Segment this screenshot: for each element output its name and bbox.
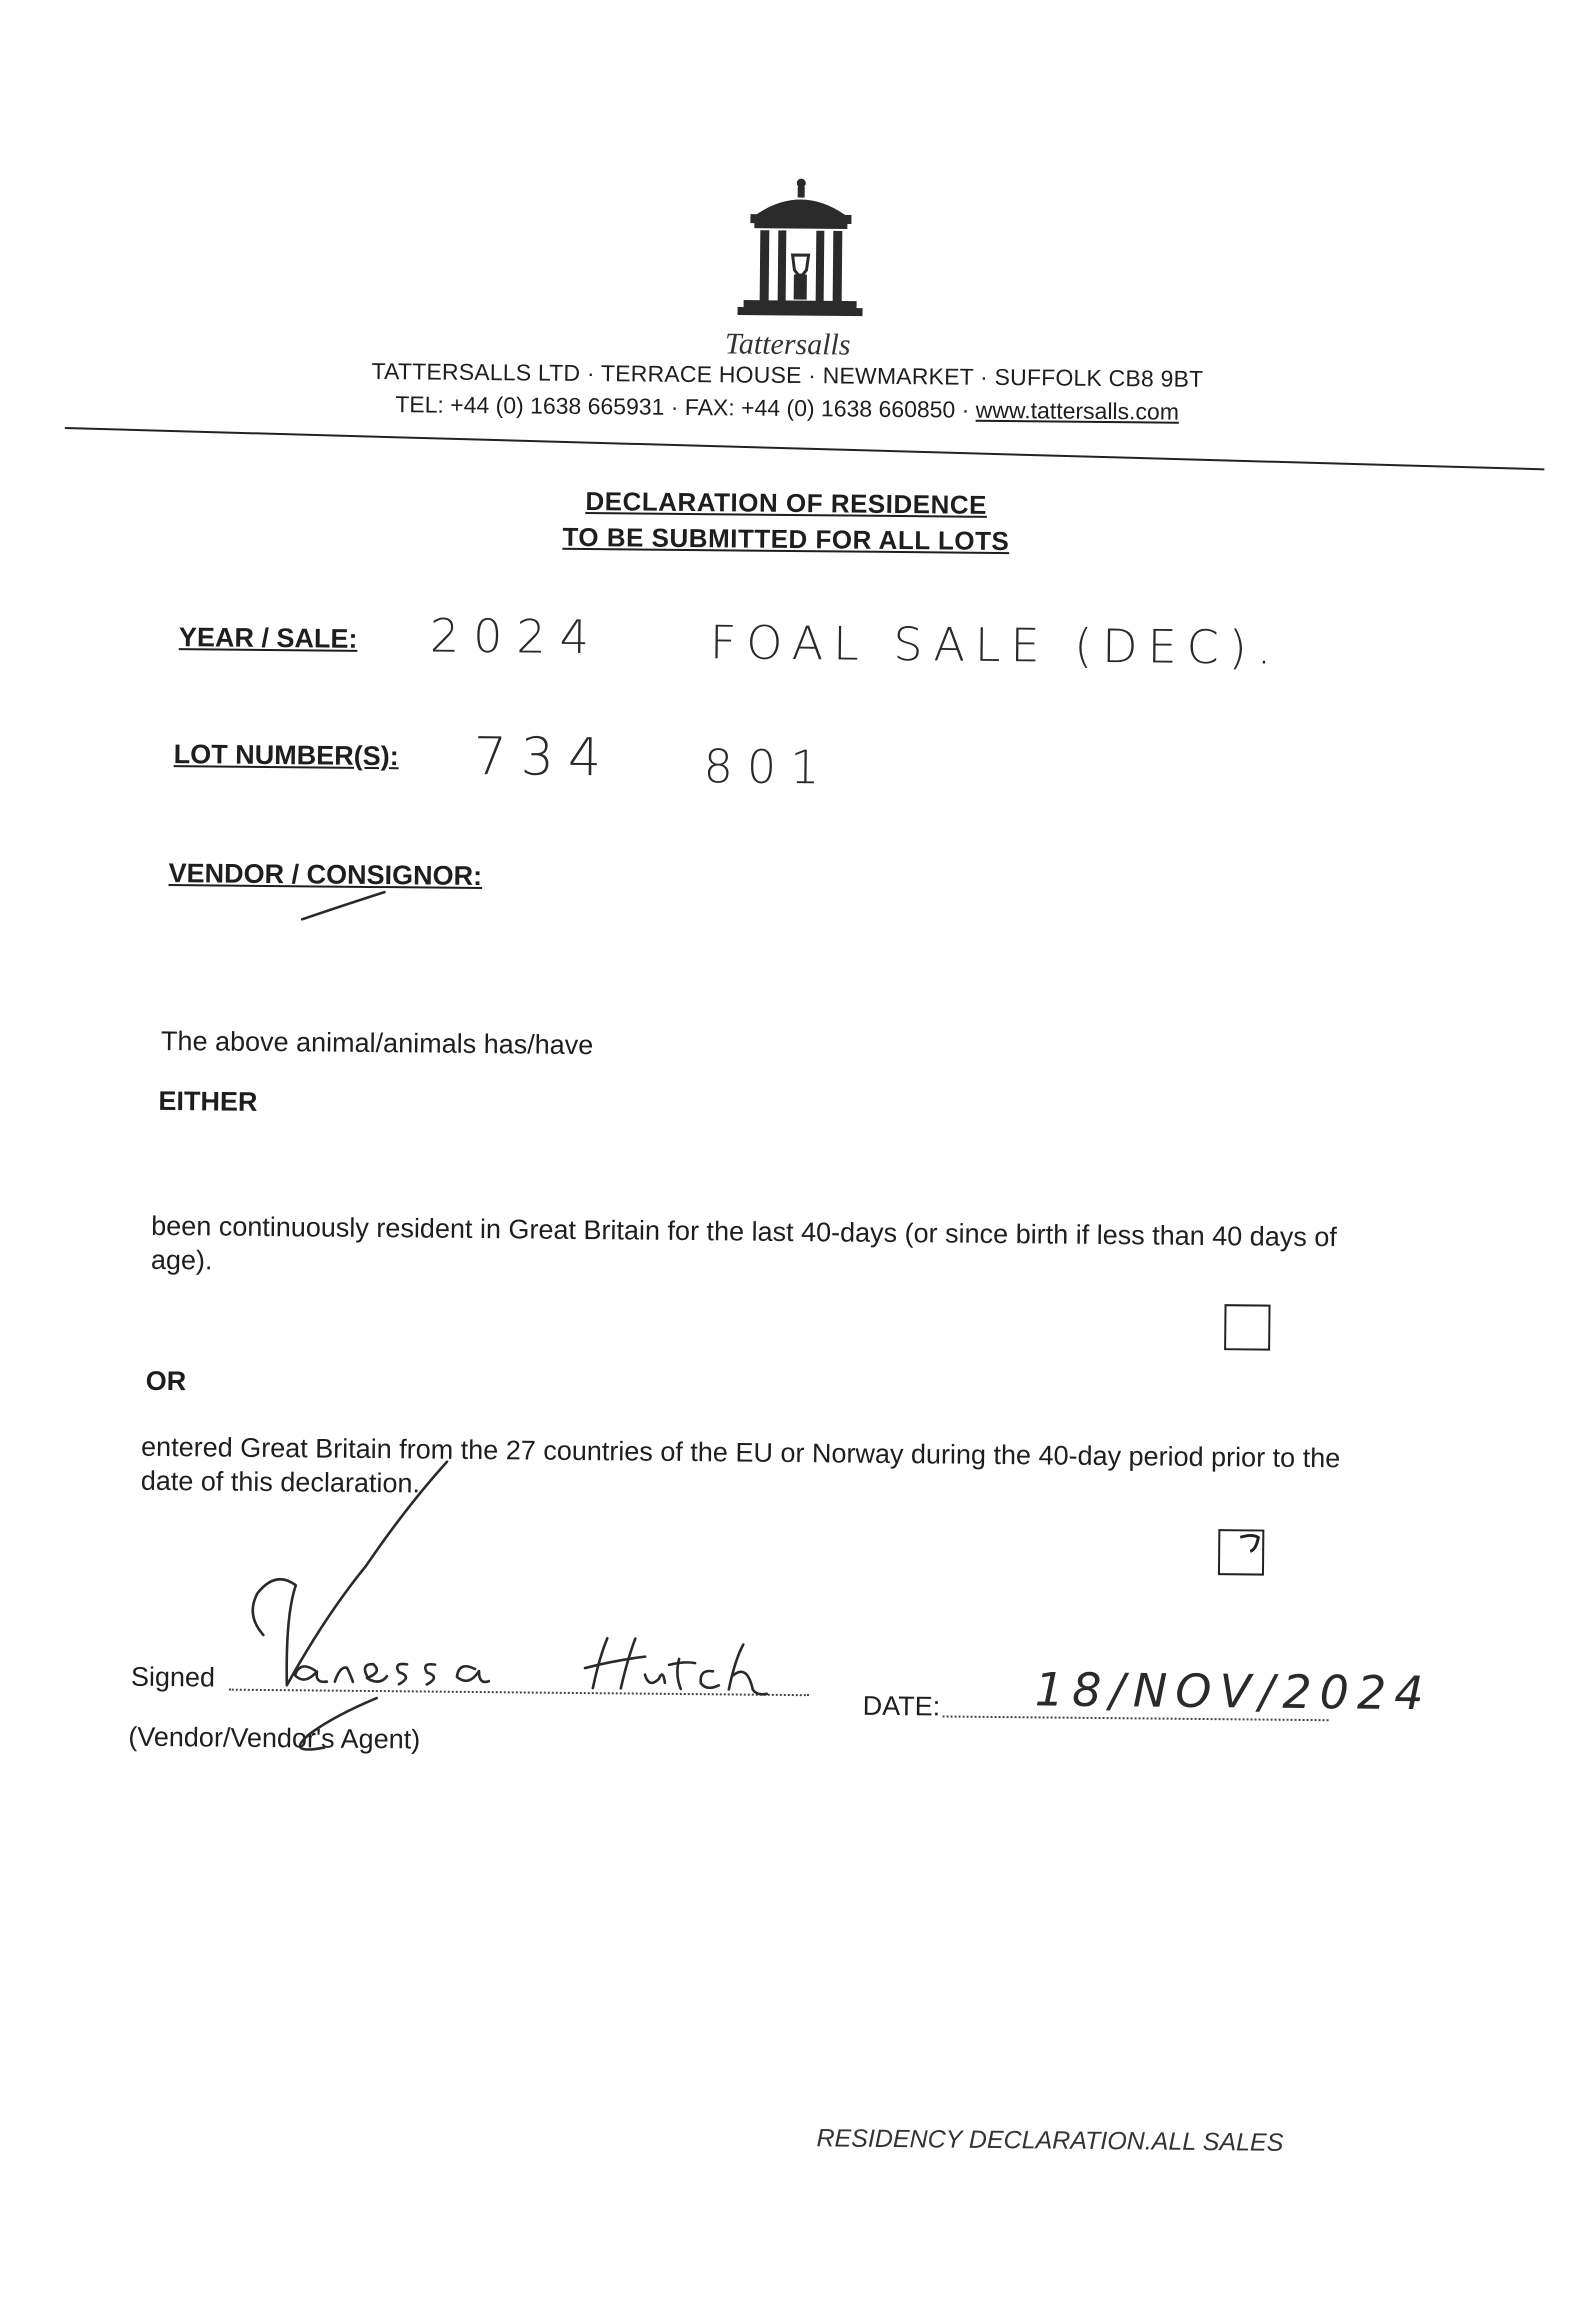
signature-line <box>229 1689 809 1697</box>
vendor-consignor-label: VENDOR / CONSIGNOR: <box>168 858 483 892</box>
option-2-text: entered Great Britain from the 27 countries of the EU or Norway during the 40-day period prior to the date of this declaration. <box>140 1431 1341 1499</box>
contact-numbers: TEL: +44 (0) 1638 665931 · FAX: +44 (0) 1638 660850 · <box>395 391 976 423</box>
header-divider <box>65 427 1544 470</box>
or-label: OR <box>145 1365 187 1397</box>
option-1-text: been continuously resident in Great Britain for the last 40-days (or since birth if less than 40 days of age). <box>150 1210 1337 1276</box>
brand-name: Tattersalls <box>724 327 851 362</box>
signer-role-label: (Vendor/Vendor's Agent) <box>128 1721 421 1755</box>
date-label: DATE: <box>862 1690 941 1722</box>
tattersalls-logo-icon <box>736 174 867 325</box>
date-value: 18/NOV/2024 <box>1034 1662 1432 1721</box>
website-link[interactable]: www.tattersalls.com <box>975 396 1180 425</box>
intro-text: The above animal/animals has/have <box>160 1025 594 1061</box>
sale-value: FOAL SALE (DEC). <box>709 615 1282 675</box>
option-2-checkbox[interactable] <box>1218 1529 1264 1575</box>
lot-number-value-2: 801 <box>703 739 834 795</box>
document-subtitle: TO BE SUBMITTED FOR ALL LOTS <box>562 521 1010 557</box>
signed-label: Signed <box>130 1661 216 1693</box>
either-label: EITHER <box>158 1085 258 1117</box>
lot-number-label: LOT NUMBER(S): <box>173 739 399 772</box>
option-1-checkbox[interactable] <box>1224 1304 1270 1350</box>
document-title: DECLARATION OF RESIDENCE <box>585 486 988 520</box>
year-value: 2024 <box>429 608 604 665</box>
option-2-check-mark-icon <box>1220 1531 1262 1573</box>
company-address: TATTERSALLS LTD · TERRACE HOUSE · NEWMARKET · SUFFOLK CB8 9BT <box>371 357 1204 392</box>
form-name-footer: RESIDENCY DECLARATION.ALL SALES <box>816 2124 1284 2157</box>
lot-number-value-1: 734 <box>473 726 616 789</box>
year-sale-label: YEAR / SALE: <box>178 622 358 654</box>
